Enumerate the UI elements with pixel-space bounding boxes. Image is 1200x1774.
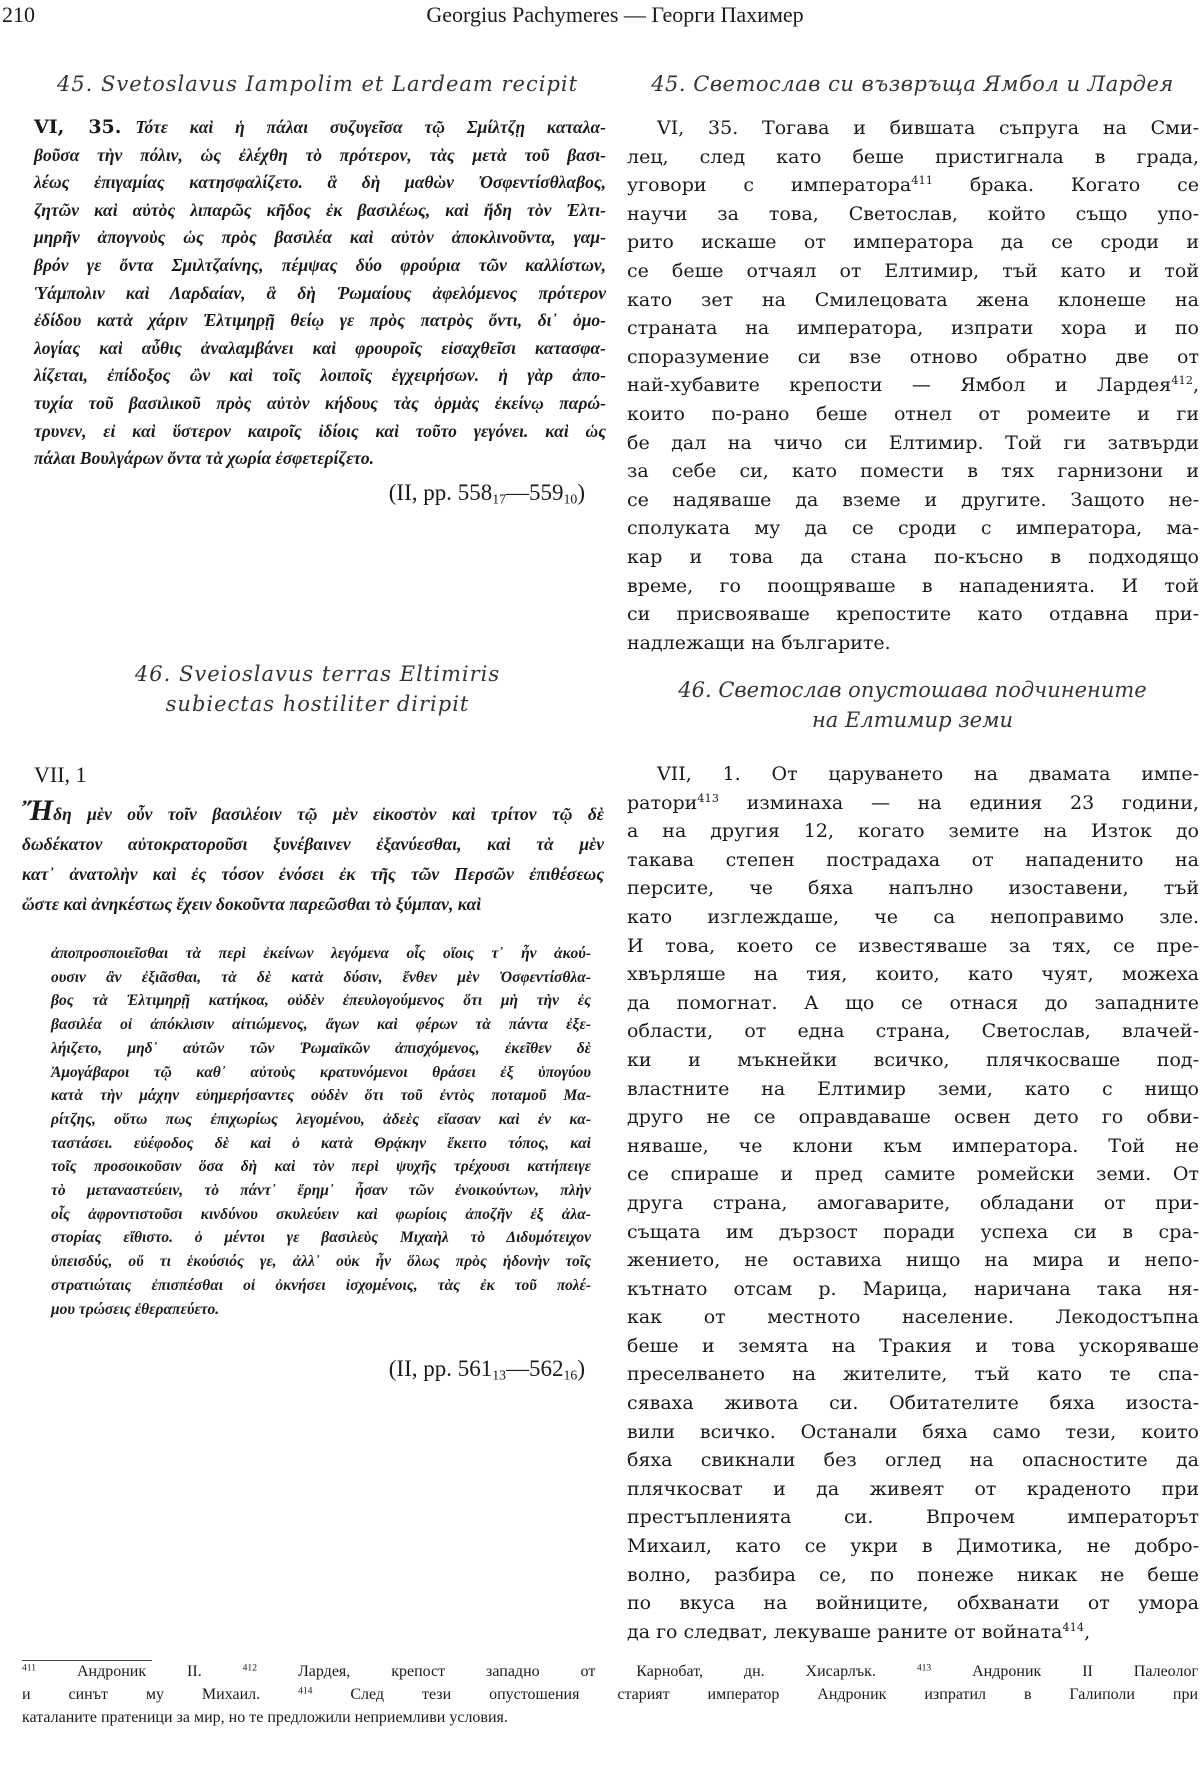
text-run: друго не се оправдаваше освен дето го обви-	[627, 1106, 1199, 1129]
text-line	[300, 480, 585, 506]
text-run: ουσιν ἂν ἐξιᾶσθαι, τὰ δὲ κατὰ δύσιν, ἔνθεν μὲν Ὀσφεντίσθλα-	[51, 968, 591, 986]
text-run: ζητῶν καὶ αὐτὸς λιπαρῶς κῆδος ἐκ βασιλέως, καὶ ἤδη τὸν Ἐλτι-	[34, 199, 606, 220]
text-line	[627, 1075, 1199, 1104]
text-run: κατὰ τὴν μάχην εὐημερήσαντες οὐδὲν ὅτι τοῦ ἐντὸς ποταμοῦ Μα-	[51, 1087, 591, 1105]
text-run: λέως ἐπιγαμίας κατησφαλίζετο. ἃ δὴ μαθὼν Ὀσφεντίσθλαβος,	[34, 172, 606, 193]
text-run: си присвояваше крепостите като отдавна при-	[627, 603, 1199, 626]
text-run: τυχία τοῦ βασιλικοῦ πρὸς αὐτὸν κήδους τὰς ὁρμὰς ἐκείνῳ παρώ-	[34, 392, 606, 413]
left-section-45-heading: 45. Svetoslavus Iampolim et Lardeam recipit	[56, 72, 579, 96]
text-run: страната на императора, изпрати хора и по	[627, 317, 1199, 340]
text-line	[627, 400, 1199, 429]
text-line	[51, 942, 591, 966]
bulgarian-text-46	[627, 760, 1199, 1646]
text-line	[627, 286, 1199, 315]
text-run: στρατιώταις ἐπισπέσθαι οἱ ὀκνήσει ἰσχομένοις, τὰς ἐκ τοῦ πολέ-	[51, 1276, 591, 1294]
footnote-marker: 411	[911, 173, 933, 188]
right-section-45-heading: 45. Светослав си възвръща Ямбол и Лардея	[651, 72, 1174, 96]
text-run: μου τρώσεις ἐθεραπεύετο.	[51, 1300, 220, 1318]
text-line	[627, 257, 1199, 286]
text-run: Михаил, като се укри в Димотика, не добро-	[627, 1535, 1199, 1558]
text-line	[627, 1046, 1199, 1075]
text-line	[627, 600, 1199, 629]
text-line	[34, 335, 606, 363]
text-line	[627, 874, 1199, 903]
footnote-marker: 413	[916, 1662, 932, 1674]
text-line	[627, 1418, 1199, 1447]
text-run: Ἀμογάβαροι τῷ καθ᾽ αὐτοὺς κρατυνόμενοι θράσει ἐξ ὑπογύου	[51, 1063, 591, 1081]
text-run: вили всичко. Останали бяха само тези, които	[627, 1420, 1199, 1443]
text-line	[51, 1132, 591, 1156]
text-line	[627, 1503, 1199, 1532]
text-run: VI, 35. Тогава и бившата съпруга на Сми-	[657, 117, 1199, 139]
text-run: брака. Когато се	[932, 174, 1199, 197]
text-line	[627, 228, 1199, 257]
text-line	[627, 1303, 1199, 1332]
text-run: надлежащи на българите.	[627, 631, 891, 654]
text-run: ἀποπροσποιεῖσθαι τὰ περὶ ἐκείνων λεγόμενα οἷς οἵοις τ᾽ ἦν ἀκού-	[51, 945, 591, 962]
text-run: (II, pp. 558	[388, 480, 493, 505]
text-line	[627, 143, 1199, 172]
text-run: кътнато отсам р. Марица, наричана така ня-	[627, 1277, 1199, 1300]
text-line	[627, 903, 1199, 932]
text-line	[627, 1017, 1199, 1046]
text-line	[34, 142, 606, 170]
text-run: —562	[506, 1356, 564, 1381]
text-run: рито искаше от императора да се сроди и	[627, 231, 1199, 254]
text-line	[627, 1332, 1199, 1361]
text-run: се беше отчаял от Елтимир, тъй като и той	[627, 259, 1199, 282]
text-run: за себе си, като помести в тях гарнизони и	[627, 460, 1199, 483]
text-line	[627, 543, 1199, 572]
text-run: τρυνεν, εἰ καὶ ὕστερον καιροῖς ἰδίοις καὶ τοῦτο γεγόνει. καὶ ὡς	[34, 420, 606, 441]
text-run: друга страна, амогаварите, обладани от при-	[627, 1191, 1199, 1214]
right-section-46-heading-line-2: на Елтимир земи	[811, 708, 1014, 732]
text-run: δη μὲν οὖν τοῖν βασιλέοιν τῷ μὲν εἰκοστὸν καὶ τρίτον τῷ δὲ	[53, 804, 604, 824]
running-title: Georgius Pachymeres — Георги Пахимер	[426, 2, 804, 27]
text-line	[627, 629, 1199, 658]
text-line	[34, 280, 606, 308]
right-section-46-heading-line-1: 46. Светослав опустошава подчинените	[678, 678, 1147, 702]
footnotes	[22, 1660, 1198, 1729]
text-run: πάλαι Βουλγάρων ὄντα τὰ χωρία ἐσφετερίζετο.	[34, 448, 374, 469]
text-run: плячкосват и да живеят от краденото при	[627, 1477, 1199, 1500]
line-subscript: 16	[563, 1367, 578, 1383]
footnote-marker: 413	[697, 790, 720, 805]
text-line	[22, 1706, 1198, 1729]
text-run: δωδέκατον αὐτοκρατοροῦσι ξυνέβαινεν ἐξανύεσθαι, καὶ τὰ μὲν	[22, 834, 604, 854]
locus-label: VI, 35.	[34, 116, 122, 138]
text-run: същата им дързост поради успеха си в сра-	[627, 1220, 1199, 1243]
text-run: споразумение си взе отново обратно две от	[627, 345, 1199, 368]
text-line	[51, 1155, 591, 1179]
text-line	[627, 960, 1199, 989]
text-run: βοῦσα τὴν πόλιν, ὡς ἐλέχθη τὸ πρότερον, τὰς μετὰ τοῦ βασι-	[34, 144, 606, 165]
text-line	[627, 1246, 1199, 1275]
line-subscript: 17	[492, 491, 507, 507]
text-run: да го следват, лекуваше раните от войната	[627, 1620, 1063, 1643]
text-run: )	[577, 480, 585, 505]
left-section-46-heading-line-2: subiectas hostiliter diripit	[165, 692, 470, 716]
text-line	[34, 169, 606, 197]
source-reference-46	[300, 1356, 585, 1382]
text-run: как от местното население. Лекодостъпна	[627, 1306, 1199, 1329]
text-line	[627, 1360, 1199, 1389]
text-run: στορίας εἴθιστο. ὁ μέντοι γε βασιλεὺς Μιχαὴλ τὸ Διδυμότειχον	[51, 1229, 591, 1247]
text-run: ὥστε καὶ ἀνηκέστως ἔχειν δοκοῦντα παρεῶσθαι τὸ ξύμπαν, καὶ	[22, 894, 482, 914]
text-run: —559	[506, 480, 564, 505]
text-run: се спираше и пред самите ромейски земи. От	[627, 1163, 1199, 1186]
text-line	[627, 1618, 1199, 1647]
text-line	[627, 989, 1199, 1018]
text-line	[300, 1356, 585, 1382]
text-line	[627, 789, 1199, 818]
text-line	[51, 1203, 591, 1227]
greek-text-45	[34, 114, 606, 473]
text-line	[627, 371, 1199, 400]
text-run: да помогнат. А що се отнася до западните	[627, 991, 1199, 1014]
text-run: κατ᾽ ἀνατολὴν καὶ ἐς τόσον ἐνόσει ἐκ τῆς τῶν Περσῶν ἐπιθέσεως	[22, 864, 604, 884]
text-line	[627, 171, 1199, 200]
footnote-marker: 414	[1062, 1619, 1085, 1634]
text-run: най-хубавите крепости — Ямбол и Лардея	[627, 374, 1172, 397]
text-line	[51, 1250, 591, 1274]
text-run: властните на Елтимир земи, като с нищо	[627, 1077, 1199, 1100]
text-run: Лардея, крепост западно от Карнобат, дн. Хисарлък.	[257, 1663, 917, 1680]
text-run: τὸ μεταναστεύειν, τὸ πάντ᾽ ἔρημ᾽ ἦσαν τῶν ἐνοικούντων, πλὴν	[51, 1182, 591, 1200]
text-run: беше и земята на Тракия и това ускоряваше	[627, 1334, 1199, 1357]
text-run: преселването на жителите, тъй като те спа-	[627, 1363, 1199, 1386]
text-line	[627, 1446, 1199, 1475]
text-run: бе дал на чичо си Елтимир. Той ги затвърди	[627, 431, 1199, 454]
text-run: βρόν γε ὄντα Σμιλτζαίνης, πέμψας δύο φρούρια τῶν καλλίστων,	[34, 254, 606, 275]
text-run: области, от една страна, Светослав, влачей-	[627, 1020, 1199, 1043]
footnote-marker: 414	[298, 1685, 313, 1697]
text-line	[22, 1660, 1198, 1683]
text-line	[627, 932, 1199, 961]
text-line	[51, 1108, 591, 1132]
page-number: 210	[2, 2, 35, 27]
text-line	[34, 362, 606, 390]
text-line	[22, 889, 604, 919]
text-run: волно, разбира се, по понеже никак не беше	[627, 1563, 1199, 1586]
text-line	[627, 1275, 1199, 1304]
text-line	[627, 514, 1199, 543]
text-run: като изглеждаше, че са непоправимо зле.	[627, 905, 1199, 928]
text-line	[627, 1475, 1199, 1504]
text-run: бяха свикнали без оглед на опасностите да	[627, 1449, 1199, 1472]
text-run: като зет на Смилецовата жена клонеше на	[627, 288, 1199, 311]
text-run: а на другия 12, когато земите на Изток до	[627, 820, 1199, 843]
text-run: Андроник II Палеолог	[931, 1663, 1198, 1680]
text-run: ,	[1192, 374, 1199, 397]
greek-text-46-indented	[51, 942, 591, 1321]
text-run: хвърляше на тия, които, като чуят, можеха	[627, 963, 1199, 986]
text-run: βασιλέα οἱ ἀπόκλισιν αἰτιώμενος, ἄγων καὶ φέρων τὰ πάντα ἐξε-	[51, 1016, 591, 1034]
text-run: τοῖς προσοικοῦσιν ὅσα δὴ καὶ τὸν περὶ ψυχῆς τρέχουσι κατήπειγε	[51, 1158, 591, 1176]
text-run: по вкуса на войниците, обхванати от умора	[627, 1592, 1199, 1615]
text-line	[627, 572, 1199, 601]
text-line	[34, 252, 606, 280]
text-line	[51, 1084, 591, 1108]
text-run: Андроник II.	[36, 1663, 243, 1680]
text-line	[34, 307, 606, 335]
bulgarian-text-45	[627, 114, 1199, 657]
text-line	[627, 114, 1199, 143]
text-line	[627, 314, 1199, 343]
text-line	[51, 989, 591, 1013]
text-line	[34, 197, 606, 225]
text-line	[627, 760, 1199, 789]
source-reference-45	[300, 480, 585, 506]
text-line	[51, 1298, 591, 1322]
text-line	[51, 1037, 591, 1061]
text-line	[51, 1274, 591, 1298]
greek-locus-46: VII, 1	[34, 762, 87, 787]
text-line	[627, 1189, 1199, 1218]
text-run: персите, че бяха напълно изоставени, тъй	[627, 877, 1199, 900]
text-run: сполуката му да се сроди с императора, ма-	[627, 517, 1199, 540]
text-line	[51, 1226, 591, 1250]
text-line	[51, 1013, 591, 1037]
footnote-marker: 412	[242, 1662, 258, 1674]
text-run: кар и това да стана по-късно в подходящо	[627, 545, 1199, 568]
text-run: βος τὰ Ἐλτιμηρῇ κατήκοα, οὐδὲν ἐπευλογούμενος ὅτι μὴ τὴν ἐς	[51, 992, 591, 1010]
text-run: Τότε καὶ ἡ πάλαι συζυγεῖσα τῷ Σμίλτζῃ καταλα-	[135, 117, 606, 137]
text-line	[627, 1218, 1199, 1247]
text-run: изминаха — на единия 23 години,	[719, 791, 1199, 814]
line-subscript: 10	[563, 491, 578, 507]
text-run: ὑπεισδύς, οὔ τι ἑκούσιός γε, ἀλλ᾽ οὐκ ἦν ὅλως πρὸς ἡδονὴν τοῖς	[51, 1253, 591, 1271]
greek-text-46-main	[22, 796, 604, 919]
text-line	[627, 1103, 1199, 1132]
text-line	[627, 1561, 1199, 1590]
text-run: няваше, че клони към императора. Той не	[627, 1134, 1199, 1157]
text-run: ρίτζης, οὕτω πως ἐπιχωρίως λεγομένου, ἀδεὲς εἴασαν καὶ ἐν κα-	[51, 1110, 591, 1128]
text-run: λίζεται, ἐπίδοξος ὢν καὶ τοῖς λοιποῖς ἐγχειρήσων. ἡ γὰρ ἀπο-	[34, 365, 606, 386]
text-run: μηρῆν ἀπογνοὺς ὡς πρὸς βασιλέα καὶ αὐτὸν ἀποκλινοῦντα, γαμ-	[34, 227, 606, 248]
text-run: такава степен пострадаха от нападенито на	[627, 848, 1199, 871]
text-run: ки и мъкнейки всичко, плячкосваше под-	[627, 1048, 1199, 1071]
text-run: (II, pp. 561	[388, 1356, 493, 1381]
text-line	[627, 343, 1199, 372]
text-line	[627, 1389, 1199, 1418]
text-run: λήιζετο, μηδ᾽ αὐτῶν τῶν Ῥωμαϊκῶν ἀπισχόμενος, ἐκεῖθεν δὲ	[51, 1039, 591, 1057]
text-run: ,	[1084, 1620, 1091, 1643]
text-run: ἐδίδου κατὰ χάριν Ἐλτιμηρῇ θείῳ γε πρὸς πατρὸς ὄντι, δι᾽ ὁμο-	[34, 310, 606, 331]
text-line	[627, 1160, 1199, 1189]
footnote-marker: 412	[1171, 373, 1193, 388]
text-line	[627, 817, 1199, 846]
text-line	[627, 1532, 1199, 1561]
text-run: време, го поощряваше в нападенията. И той	[627, 574, 1199, 597]
text-run: )	[577, 1356, 585, 1381]
text-line	[627, 486, 1199, 515]
text-line	[34, 224, 606, 252]
text-run: λογίας καὶ αὖθις ἀναλαμβάνει καὶ φρουροῖς εἰσαχθεῖσι κατασφα-	[34, 337, 606, 358]
text-run: VII, 1. От царуването на двамата импе-	[657, 763, 1199, 785]
text-run: ταστάσει. εὐέφοδος δὲ καὶ ὁ κατὰ Θρᾴκην ἔκειτο τόπος, καὶ	[51, 1134, 591, 1152]
text-run: сяваха живота си. Обитателите бяха изоста-	[627, 1392, 1199, 1415]
text-line	[627, 1132, 1199, 1161]
text-run: се надяваше да вземе и другите. Защото не-	[627, 488, 1199, 511]
text-run: престъпленията си. Впрочем императорът	[627, 1506, 1199, 1529]
text-line	[627, 457, 1199, 486]
text-run: научи за това, Светослав, който също упо-	[627, 202, 1199, 225]
text-run: ратори	[627, 791, 698, 814]
text-run: жението, не оставиха нищо на мира и непо-	[627, 1249, 1199, 1272]
left-section-46-heading-line-1: 46. Sveioslavus terras Eltimiris	[134, 662, 501, 686]
text-line	[627, 429, 1199, 458]
text-line	[22, 829, 604, 859]
initial-letter: Ἤ	[22, 794, 54, 827]
text-run: и синът му Михаил.	[22, 1686, 299, 1703]
text-run: каталаните пратеници за мир, но те предложили неприемливи условия.	[22, 1709, 508, 1726]
text-run: уговори с императора	[627, 174, 912, 197]
text-line	[627, 1589, 1199, 1618]
text-line	[627, 200, 1199, 229]
text-line	[51, 1179, 591, 1203]
text-line	[51, 966, 591, 990]
text-line	[51, 1061, 591, 1085]
text-run: лец, след като беше пристигнала в града,	[627, 145, 1199, 168]
text-line	[22, 796, 604, 829]
text-run: След тези опустошения старият император Андроник изпратил в Галиполи при	[312, 1686, 1199, 1703]
text-line	[34, 114, 606, 142]
text-line	[34, 445, 606, 473]
text-run: И това, което се известяваше за тях, се пре-	[627, 934, 1199, 957]
text-run: Ὑάμπολιν καὶ Λαρδαίαν, ἃ δὴ Ῥωμαίους ἀφελόμενος πρότερον	[34, 282, 606, 303]
text-line	[34, 418, 606, 446]
line-subscript: 13	[492, 1367, 507, 1383]
text-run: οἷς ἀφροντιστοῦσι κινδύνου σκυλεύειν καὶ φωρίοις ἀποζῆν ἐξ ἀλα-	[51, 1205, 591, 1223]
text-line	[34, 390, 606, 418]
text-line	[22, 859, 604, 889]
text-line	[627, 846, 1199, 875]
text-run: които по-рано беше отнел от ромеите и ги	[627, 402, 1199, 425]
text-line	[22, 1683, 1198, 1706]
footnote-marker: 411	[22, 1662, 37, 1674]
